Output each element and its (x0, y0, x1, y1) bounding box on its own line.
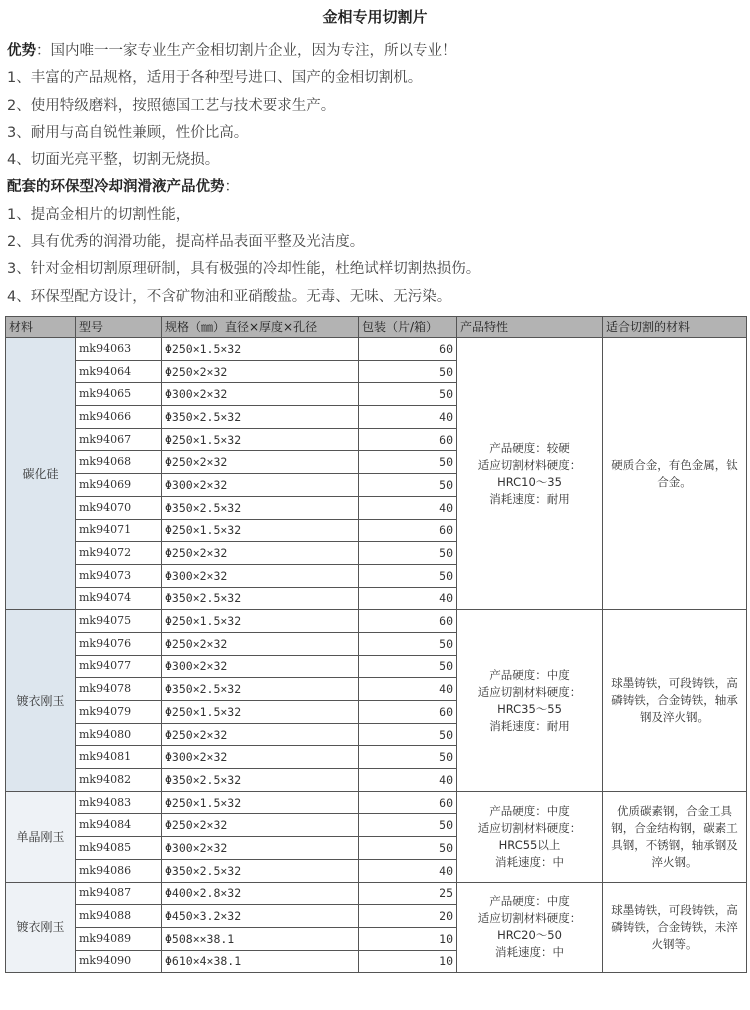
fluid-point: 3、针对金相切割原理研制，具有极强的冷却性能，杜绝试样切割热损伤。 (7, 261, 481, 278)
feature-line: 消耗速度：中 (495, 945, 564, 960)
feature-line: HRC10～35 (497, 474, 562, 489)
table-header-row (6, 317, 747, 338)
material-cell: 镀衣刚玉 (6, 882, 76, 973)
header-model: 型号 (76, 317, 162, 338)
fluid-heading: 配套的环保型冷却润滑液产品优势 (7, 179, 225, 196)
size-cell: Φ300×2×32 (162, 564, 359, 587)
package-cell: 40 (359, 496, 457, 519)
feature-line: 产品硬度：中度 (489, 894, 570, 909)
feature-line: 适应切割材料硬度： (477, 820, 582, 835)
feature-line: 消耗速度：耐用 (489, 718, 570, 733)
package-cell: 40 (359, 406, 457, 429)
advantage-heading: 优势 (7, 43, 36, 59)
size-cell: Φ250×1.5×32 (162, 610, 359, 633)
fluid-point: 2、具有优秀的润滑功能，提高样品表面平整及光洁度。 (7, 234, 365, 251)
package-cell: 50 (359, 474, 457, 497)
model-cell: mk94081 (76, 746, 162, 769)
model-cell: mk94083 (76, 791, 162, 814)
feature-line: 适应切割材料硬度： (477, 911, 582, 926)
header-features: 产品特性 (457, 317, 603, 338)
model-cell: mk94070 (76, 496, 162, 519)
advantage-point: 3、耐用与高自锐性兼顾，性价比高。 (7, 124, 249, 141)
size-cell: Φ300×2×32 (162, 655, 359, 678)
advantage-point: 4、切面光亮平整，切割无烧损。 (7, 152, 220, 169)
product-spec-table (5, 316, 747, 973)
package-cell: 10 (359, 927, 457, 950)
package-cell: 60 (359, 701, 457, 724)
model-cell: mk94088 (76, 905, 162, 928)
table-row (6, 610, 747, 633)
feature-line: 适应切割材料硬度： (477, 684, 582, 699)
application-cell: 优质碳素钢，合金工具钢，合金结构钢，碳素工具钢，不锈钢，轴承钢及淬火钢。 (603, 791, 747, 882)
feature-line: HRC55以上 (498, 837, 561, 852)
features-cell (457, 791, 603, 882)
application-cell: 球墨铸铁，可段铸铁，高磷铸铁，合金铸铁，轴承钢及淬火钢。 (603, 610, 747, 792)
size-cell: Φ250×1.5×32 (162, 791, 359, 814)
model-cell: mk94085 (76, 837, 162, 860)
model-cell: mk94084 (76, 814, 162, 837)
model-cell: mk94073 (76, 564, 162, 587)
package-cell: 60 (359, 428, 457, 451)
fluid-heading-line (7, 174, 745, 201)
size-cell: Φ250×2×32 (162, 814, 359, 837)
size-cell: Φ250×1.5×32 (162, 519, 359, 542)
package-cell: 50 (359, 655, 457, 678)
package-cell: 50 (359, 564, 457, 587)
size-cell: Φ400×2.8×32 (162, 882, 359, 905)
package-cell: 60 (359, 519, 457, 542)
package-cell: 60 (359, 791, 457, 814)
advantage-line (7, 38, 745, 65)
model-cell: mk94080 (76, 723, 162, 746)
model-cell: mk94064 (76, 360, 162, 383)
size-cell: Φ250×2×32 (162, 542, 359, 565)
advantage-text: ：国内唯一一家专业生产金相切割片企业，因为专注，所以专业！ (36, 43, 457, 59)
model-cell: mk94076 (76, 632, 162, 655)
size-cell: Φ250×1.5×32 (162, 428, 359, 451)
model-cell: mk94066 (76, 406, 162, 429)
size-cell: Φ350×2.5×32 (162, 859, 359, 882)
application-cell: 球墨铸铁，可段铸铁，高磷铸铁，合金铸铁，未淬火钢等。 (603, 882, 747, 973)
size-cell: Φ350×2.5×32 (162, 769, 359, 792)
package-cell: 50 (359, 632, 457, 655)
intro-section (7, 38, 745, 311)
package-cell: 40 (359, 769, 457, 792)
feature-line: HRC20～50 (497, 928, 562, 943)
package-cell: 50 (359, 837, 457, 860)
size-cell: Φ350×2.5×32 (162, 406, 359, 429)
model-cell: mk94087 (76, 882, 162, 905)
package-cell: 25 (359, 882, 457, 905)
application-cell: 硬质合金，有色金属，钛合金。 (603, 338, 747, 610)
size-cell: Φ450×3.2×32 (162, 905, 359, 928)
size-cell: Φ250×2×32 (162, 723, 359, 746)
size-cell: Φ350×2.5×32 (162, 496, 359, 519)
size-cell: Φ250×2×32 (162, 360, 359, 383)
feature-line: 消耗速度：耐用 (489, 491, 570, 506)
fluid-point: 4、环保型配方设计，不含矿物油和亚硝酸盐。无毒、无味、无污染。 (7, 288, 452, 305)
features-cell (457, 610, 603, 792)
header-material: 材料 (6, 317, 76, 338)
size-cell: Φ250×1.5×32 (162, 338, 359, 361)
package-cell: 50 (359, 542, 457, 565)
size-cell: Φ250×1.5×32 (162, 701, 359, 724)
features-cell (457, 338, 603, 610)
model-cell: mk94077 (76, 655, 162, 678)
size-cell: Φ300×2×32 (162, 474, 359, 497)
page-title: 金相专用切割片 (322, 8, 428, 26)
header-size: 规格（㎜）直径×厚度×孔径 (162, 317, 359, 338)
package-cell: 40 (359, 859, 457, 882)
material-cell: 单晶刚玉 (6, 791, 76, 882)
feature-line: 消耗速度：中 (495, 854, 564, 869)
fluid-heading-colon: ： (224, 179, 239, 196)
package-cell: 50 (359, 723, 457, 746)
feature-line: 产品硬度：中度 (489, 667, 570, 682)
model-cell: mk94067 (76, 428, 162, 451)
size-cell: Φ250×2×32 (162, 451, 359, 474)
size-cell: Φ610×4×38.1 (162, 950, 359, 973)
package-cell: 50 (359, 746, 457, 769)
material-cell: 镀衣刚玉 (6, 610, 76, 792)
advantage-point: 1、丰富的产品规格，适用于各种型号进口、国产的金相切割机。 (7, 70, 423, 87)
package-cell: 60 (359, 338, 457, 361)
package-cell: 60 (359, 610, 457, 633)
size-cell: Φ350×2.5×32 (162, 587, 359, 610)
model-cell: mk94090 (76, 950, 162, 973)
model-cell: mk94079 (76, 701, 162, 724)
package-cell: 40 (359, 587, 457, 610)
material-cell: 碳化硅 (6, 338, 76, 610)
model-cell: mk94089 (76, 927, 162, 950)
package-cell: 10 (359, 950, 457, 973)
model-cell: mk94082 (76, 769, 162, 792)
table-body (6, 338, 747, 973)
model-cell: mk94065 (76, 383, 162, 406)
size-cell: Φ300×2×32 (162, 383, 359, 406)
model-cell: mk94075 (76, 610, 162, 633)
feature-line: 产品硬度：中度 (489, 803, 570, 818)
model-cell: mk94072 (76, 542, 162, 565)
package-cell: 50 (359, 360, 457, 383)
fluid-point: 1、提高金相片的切割性能， (7, 206, 191, 223)
model-cell: mk94068 (76, 451, 162, 474)
model-cell: mk94069 (76, 474, 162, 497)
table-row (6, 338, 747, 361)
feature-line: HRC35～55 (497, 701, 562, 716)
feature-line: 适应切割材料硬度： (477, 457, 582, 472)
table-row (6, 882, 747, 905)
package-cell: 40 (359, 678, 457, 701)
package-cell: 50 (359, 383, 457, 406)
package-cell: 20 (359, 905, 457, 928)
model-cell: mk94078 (76, 678, 162, 701)
package-cell: 50 (359, 451, 457, 474)
size-cell: Φ300×2×32 (162, 746, 359, 769)
table-row (6, 791, 747, 814)
model-cell: mk94071 (76, 519, 162, 542)
size-cell: Φ508××38.1 (162, 927, 359, 950)
size-cell: Φ350×2.5×32 (162, 678, 359, 701)
advantage-point: 2、使用特级磨料，按照德国工艺与技术要求生产。 (7, 97, 336, 114)
features-cell (457, 882, 603, 973)
size-cell: Φ250×2×32 (162, 632, 359, 655)
model-cell: mk94086 (76, 859, 162, 882)
header-application: 适合切割的材料 (603, 317, 747, 338)
size-cell: Φ300×2×32 (162, 837, 359, 860)
feature-line: 产品硬度：较硬 (489, 440, 570, 455)
model-cell: mk94063 (76, 338, 162, 361)
header-package: 包装（片/箱） (359, 317, 457, 338)
package-cell: 50 (359, 814, 457, 837)
model-cell: mk94074 (76, 587, 162, 610)
